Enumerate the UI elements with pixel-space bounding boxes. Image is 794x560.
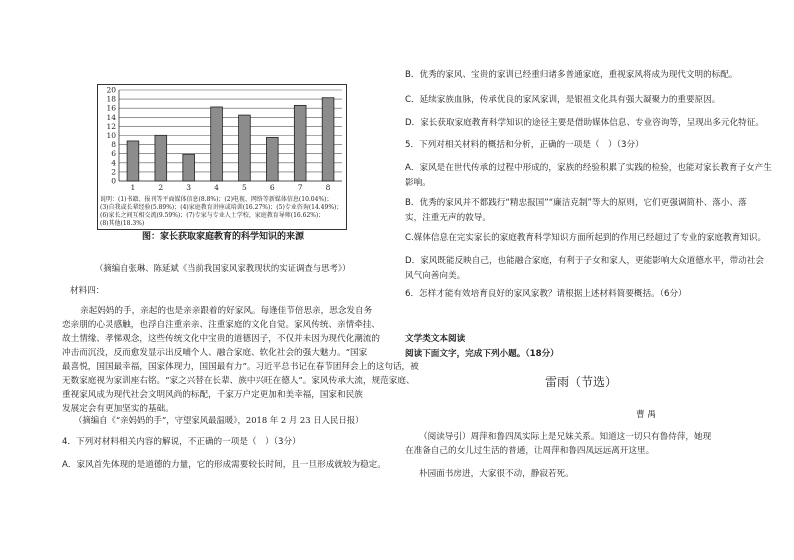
- legend-line: (3)自我或长辈经验(5.89%)；(4)家庭教育讲座或培训(16.27%)；(5)专业咨询(14.49%)；: [100, 204, 343, 211]
- option-line: B．优秀的家风并不都践行“精忠报国”“廉洁克制”等大的原则，它们更强调简朴、落小、落: [405, 198, 747, 208]
- y-tick-label: 0: [111, 176, 116, 186]
- paragraph-line: 无数家庭视为家训座右铭。“家之兴替在长辈、族中兴旺在德人”。家风传承大流，规范家庭、: [62, 376, 415, 386]
- question-4-option-d[interactable]: D．家长获取家庭教育科学知识的途径主要是借助媒体信息、专业咨询等，呈现出多元化特征。: [405, 118, 764, 128]
- question-5: 5．下列对相关材料的概括和分析，正确的一项是（ ）（3分）: [405, 140, 644, 150]
- y-tick-label: 2: [111, 167, 116, 177]
- bar: [294, 105, 306, 181]
- legend-line: (8)其他(18.3%): [100, 220, 145, 227]
- y-tick-label: 16: [106, 103, 116, 113]
- x-tick-label: 3: [186, 183, 192, 192]
- x-tick-label: 8: [325, 183, 331, 192]
- legend-line: (6)家长之间互相交流(9.59%)；(7)专家与专业人士学校、家庭教育导师(16.62%)；: [100, 212, 325, 219]
- section-title: 文学类文本阅读: [405, 334, 466, 344]
- question-5-option-c[interactable]: C.媒体信息在完实家长的家庭教育科学知识方面所起到的作用已经超过了专业的家庭教育知识。: [405, 233, 767, 243]
- y-tick-label: 18: [106, 94, 116, 104]
- paragraph-line: 最喜悦，国国最幸福，国家体现力，国国最有力”。习近平总书记在春节团拜会上的这句话，被: [62, 362, 419, 372]
- paragraph-line: 冲击而沉没，反而愈发显示出反哺个人、融合家庭、软化社会的强大魅力。“国家: [62, 348, 368, 358]
- source-citation: （摘编自张琳、陈延斌《当前我国家风家教现状的实证调查与思考》）: [95, 263, 351, 273]
- paragraph-line: 朴园面书房进，大家很不动，静寂若死。: [419, 469, 574, 479]
- y-tick-label: 12: [106, 121, 116, 131]
- source-citation: （摘编自《“亲妈妈的手”，守望家风最温暖》，2018 年 2 月 23 日人民日报）: [74, 415, 364, 425]
- y-tick-label: 20: [106, 85, 116, 95]
- bar: [322, 98, 334, 181]
- question-5-option-d[interactable]: [405, 255, 764, 283]
- y-tick-label: 8: [111, 140, 116, 150]
- x-tick-label: 1: [130, 183, 136, 192]
- chart-legend: [100, 196, 342, 228]
- y-tick-label: 4: [111, 158, 116, 168]
- x-tick-label: 4: [214, 183, 219, 192]
- x-tick-label: 5: [242, 183, 247, 192]
- question-5-option-b[interactable]: [405, 197, 747, 225]
- option-line: A．家风是在世代传承的过程中形成的，家族的经验积累了实践的检验，也能对家长教育子女产生: [405, 163, 772, 173]
- question-4: 4．下列对材料相关内容的解说，不正确的一项是（ ）（3分）: [62, 437, 301, 447]
- option-line: 风气向善向美。: [405, 271, 466, 281]
- question-5-option-a[interactable]: [405, 162, 772, 190]
- bar: [183, 154, 195, 181]
- paragraph-line: 亲起妈妈的手，亲起的也是亲亲跟着的好家风。每逢佳节倍思亲，思念发自务: [80, 306, 373, 316]
- option-line: 实，注重无声的敦导。: [405, 213, 491, 223]
- paragraph-line: 在准备自己的女儿过生活的普通，让周萍和鲁四凤远远离开这里。: [405, 446, 655, 456]
- stage-direction: [419, 467, 574, 481]
- y-tick-label: 6: [111, 149, 116, 159]
- paragraph-line: 恋亲朋的心灵感触，也浮自注重亲亲、注重家庭的文化自觉。家风传统、亲情牵挂、: [62, 320, 380, 330]
- bar: [211, 107, 223, 181]
- x-tick-label: 2: [158, 183, 164, 192]
- bar: [239, 115, 251, 181]
- material-paragraph: [62, 304, 419, 416]
- legend-line: 说明：(1)书籍、报刊等平面媒体信息(8.8%)；(2)电视、网络等新媒体信息(10.04%)；: [100, 196, 333, 203]
- y-tick-label: 10: [106, 131, 116, 140]
- question-4-option-c[interactable]: C．延续家族血脉，传承优良的家风家训，是银祖文化具有强大凝聚力的重要原因。: [405, 95, 721, 105]
- author: 曹 禺: [636, 410, 656, 420]
- material-title: 材料四：: [70, 286, 105, 296]
- x-tick-label: 7: [297, 183, 303, 192]
- paragraph-line: 重视家风成为现代社会文明风尚的标配，千家万户定更加和美幸福，国家和民族: [62, 390, 363, 400]
- question-6: 6．怎样才能有效培育良好的家风家教？请根据上述材料简要概括。（6分）: [405, 289, 687, 299]
- reading-guide: [405, 430, 745, 458]
- bar: [127, 141, 139, 181]
- paragraph-line: 故土情缘、孝悌观念，这些传统文化中宝贵的道德因子，不仅并未因为现代化潮流的: [62, 334, 380, 344]
- option-line: 影响。: [405, 178, 431, 188]
- paragraph-line: 发展定会有更加坚实的基础。: [62, 404, 174, 414]
- bar: [155, 135, 167, 181]
- y-tick-label: 14: [106, 112, 116, 122]
- chart-caption: 图：家长获取家庭教育的科学知识的来源: [142, 232, 305, 242]
- question-4-option-b[interactable]: B．优秀的家风、宝贵的家训已经重归诸多普通家庭，重视家风将成为现代文明的标配。: [405, 70, 738, 80]
- bar-chart: [97, 84, 347, 196]
- paragraph-line: （阅读导引）周萍和鲁四凤实际上是兄妹关系。知道这一切只有鲁侍萍，她现: [419, 432, 712, 442]
- bar: [266, 137, 278, 181]
- option-line: D．家风既能反映自己，也能融合家庭，有利于子女和家人，更能影响大众道德水平，带动社会: [405, 256, 764, 266]
- question-4-option-a[interactable]: A．家风首先体现的是道德的力量，它的形成需要较长时间，且一旦形成就较为稳定。: [62, 460, 386, 470]
- story-title: 雷雨（节选）: [545, 375, 618, 389]
- x-tick-label: 6: [269, 183, 275, 192]
- section-instructions: 阅读下面文字，完成下列小题。（18分）: [405, 349, 559, 359]
